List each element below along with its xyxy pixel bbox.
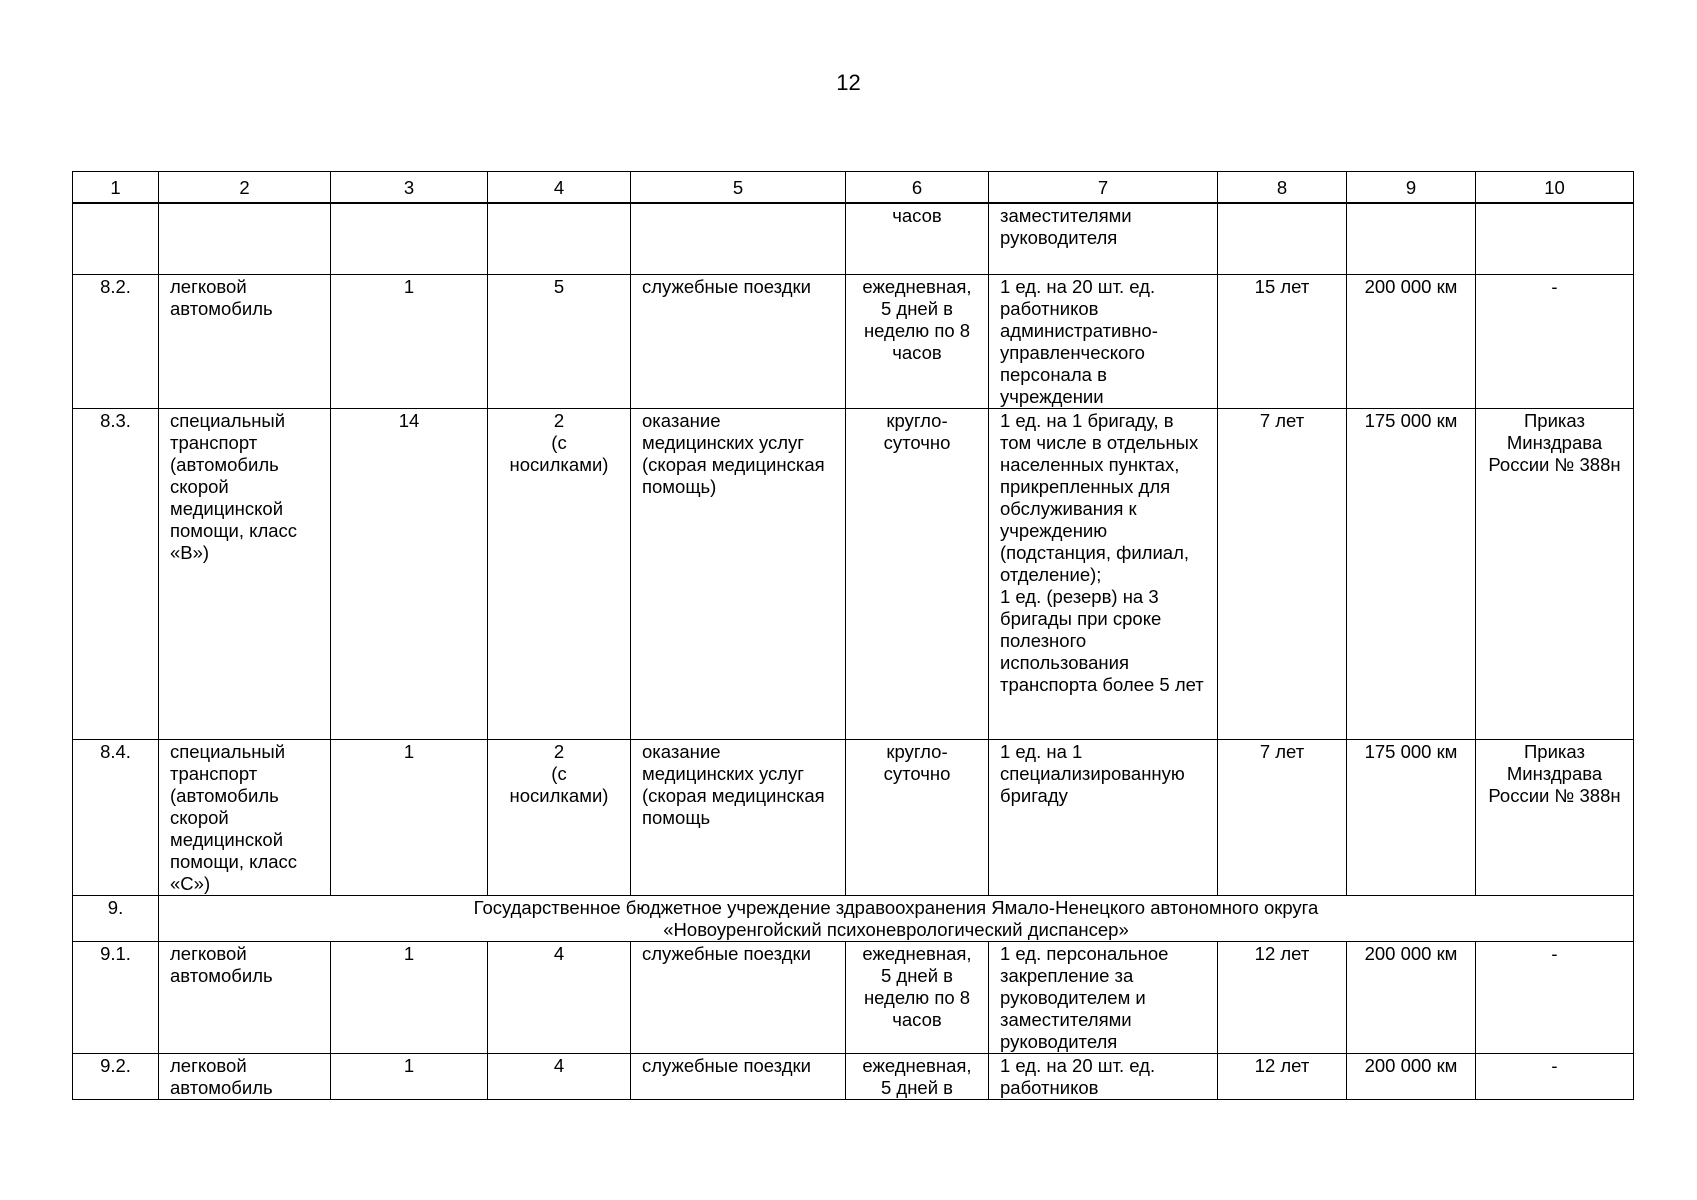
cell-basis: Приказ Минздрава России № 388н [1476,408,1634,739]
cell-service-life: 15 лет [1218,274,1347,408]
cell-seats: 5 [488,274,631,408]
cell-mileage: 200 000 км [1347,274,1476,408]
header-row [73,172,1634,204]
vehicle-norms-table [72,171,1634,1100]
cell-norm: 1 ед. персональное закрепление за руководителем и заместителями руководителя [989,941,1218,1053]
column-header: 1 [73,172,159,204]
cell-purpose: оказание медицинских услуг (скорая медицинская помощь) [631,408,846,739]
cell-mileage: 200 000 км [1347,1053,1476,1099]
table-row [73,408,1634,739]
cell-norm: заместителями руководителя [989,203,1218,274]
cell-purpose: служебные поездки [631,941,846,1053]
cell-basis [1476,203,1634,274]
cell-service-life [1218,203,1347,274]
cell-basis: - [1476,941,1634,1053]
cell-purpose [631,203,846,274]
cell-quantity: 14 [331,408,488,739]
cell-schedule: кругло- суточно [846,739,989,895]
cell-vehicle-type [159,203,331,274]
cell-seats: 2 (с носилками) [488,408,631,739]
cell-quantity: 1 [331,739,488,895]
column-header: 7 [989,172,1218,204]
cell-mileage: 175 000 км [1347,739,1476,895]
cell-quantity: 1 [331,274,488,408]
cell-vehicle-type: специальный транспорт (автомобиль скорой медицинской помощи, класс «С») [159,739,331,895]
column-header: 5 [631,172,846,204]
table-row [73,203,1634,274]
column-header: 6 [846,172,989,204]
section-row [73,895,1634,941]
cell-vehicle-type: легковой автомобиль [159,941,331,1053]
cell-norm: 1 ед. на 1 специализированную бригаду [989,739,1218,895]
cell-schedule: ежедневная, 5 дней в неделю по 8 часов [846,274,989,408]
cell-service-life: 12 лет [1218,1053,1347,1099]
section-number: 9. [73,895,159,941]
cell-quantity: 1 [331,1053,488,1099]
column-header: 9 [1347,172,1476,204]
cell-seats: 2 (с носилками) [488,739,631,895]
column-header: 3 [331,172,488,204]
cell-mileage: 200 000 км [1347,941,1476,1053]
column-header: 10 [1476,172,1634,204]
cell-mileage [1347,203,1476,274]
table-row [73,941,1634,1053]
table-row [73,274,1634,408]
table-row [73,739,1634,895]
cell-norm: 1 ед. на 20 шт. ед. работников административно-управленческого персонала в учреждении [989,274,1218,408]
cell-basis: - [1476,1053,1634,1099]
cell-mileage: 175 000 км [1347,408,1476,739]
cell-seats [488,203,631,274]
cell-schedule: кругло- суточно [846,408,989,739]
cell-schedule: ежедневная, 5 дней в неделю по 8 часов [846,941,989,1053]
cell-number: 9.2. [73,1053,159,1099]
cell-service-life: 7 лет [1218,739,1347,895]
cell-service-life: 12 лет [1218,941,1347,1053]
section-title: Государственное бюджетное учреждение здравоохранения Ямало-Ненецкого автономного округа «Новоуренгойский психоневрологический диспансер» [159,895,1634,941]
cell-number [73,203,159,274]
column-header: 8 [1218,172,1347,204]
cell-norm: 1 ед. на 1 бригаду, в том числе в отдельных населенных пунктах, прикрепленных для обслуживания к учреждению (подстанция, филиал, отделение); 1 ед. (резерв) на 3 бригады при сроке полезного использования транспорта более 5 лет [989,408,1218,739]
column-header: 4 [488,172,631,204]
table-row [73,1053,1634,1099]
cell-number: 8.3. [73,408,159,739]
cell-number: 8.2. [73,274,159,408]
cell-schedule: часов [846,203,989,274]
column-header: 2 [159,172,331,204]
cell-purpose: служебные поездки [631,274,846,408]
cell-seats: 4 [488,941,631,1053]
cell-basis: Приказ Минздрава России № 388н [1476,739,1634,895]
cell-basis: - [1476,274,1634,408]
page-number: 12 [836,70,861,95]
cell-number: 8.4. [73,739,159,895]
cell-purpose: служебные поездки [631,1053,846,1099]
cell-vehicle-type: легковой автомобиль [159,1053,331,1099]
cell-number: 9.1. [73,941,159,1053]
cell-vehicle-type: специальный транспорт (автомобиль скорой медицинской помощи, класс «В») [159,408,331,739]
cell-service-life: 7 лет [1218,408,1347,739]
cell-norm: 1 ед. на 20 шт. ед. работников [989,1053,1218,1099]
cell-quantity [331,203,488,274]
cell-quantity: 1 [331,941,488,1053]
cell-seats: 4 [488,1053,631,1099]
cell-purpose: оказание медицинских услуг (скорая медицинская помощь [631,739,846,895]
cell-schedule: ежедневная, 5 дней в [846,1053,989,1099]
cell-vehicle-type: легковой автомобиль [159,274,331,408]
